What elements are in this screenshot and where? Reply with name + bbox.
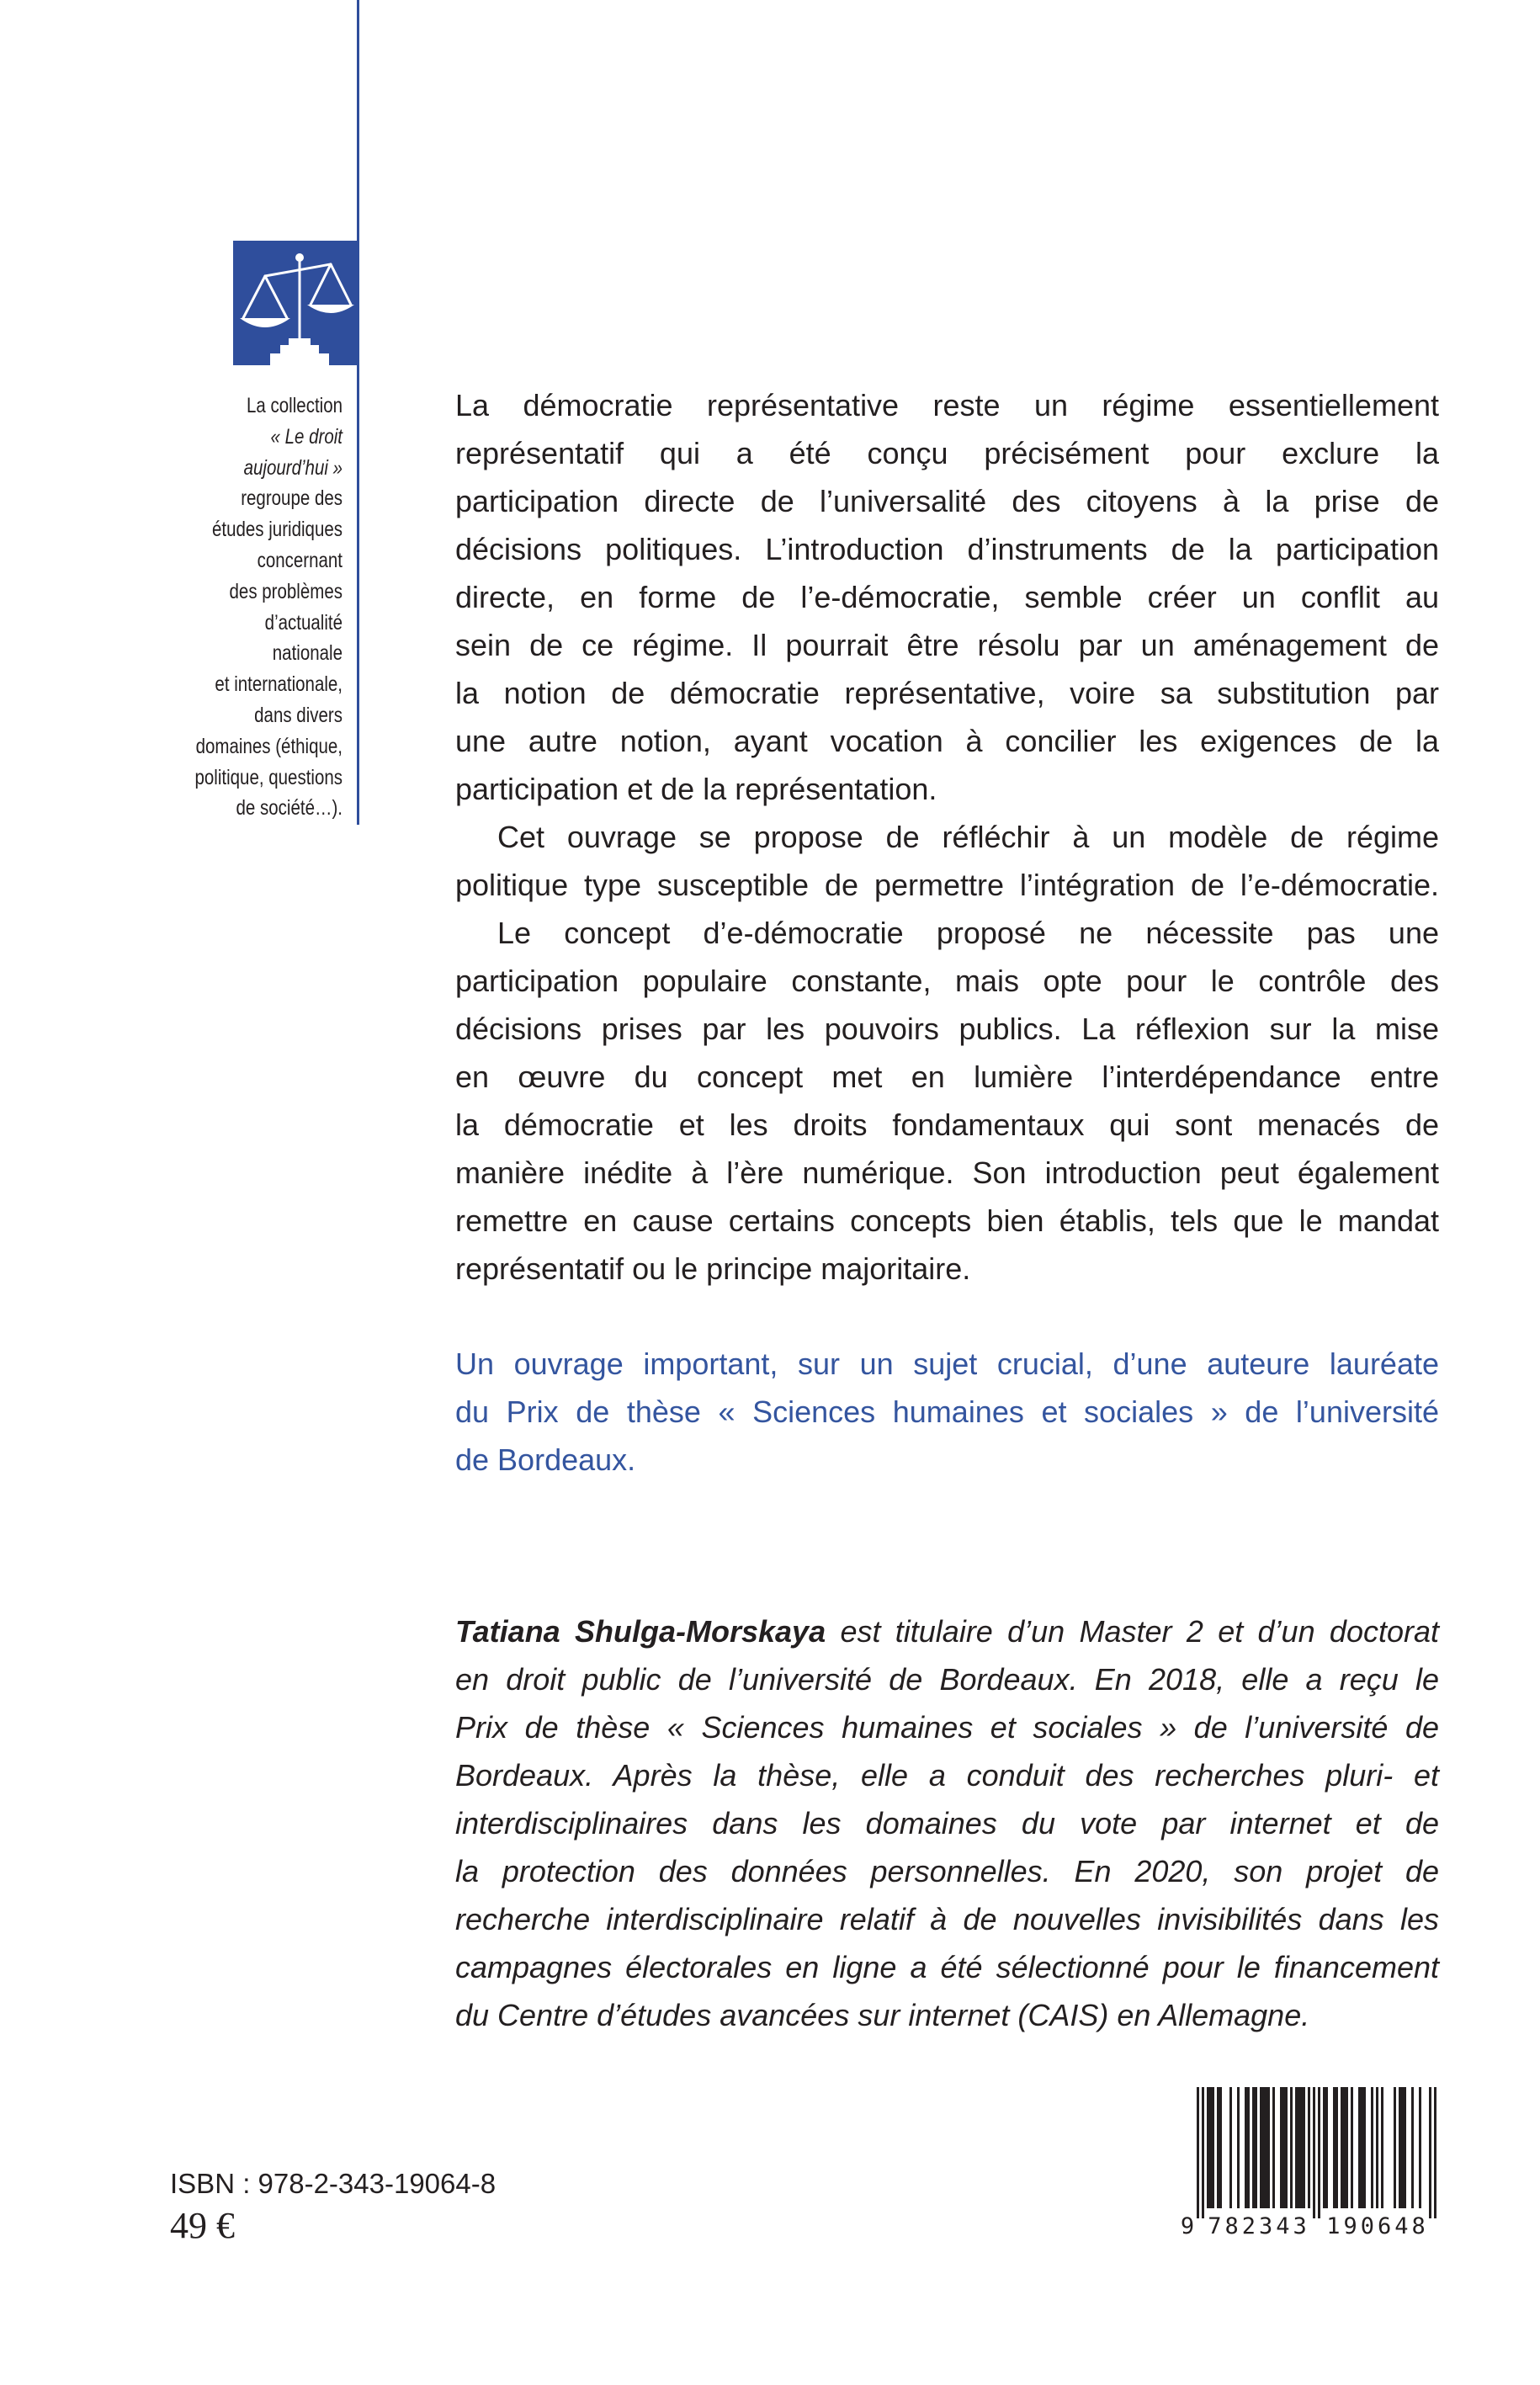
collection-note-line: La collection	[247, 394, 343, 417]
highlight-blurb	[455, 1340, 1439, 1484]
barcode-bar	[1394, 2087, 1396, 2208]
barcode-bar	[1371, 2087, 1373, 2208]
barcode-graphic	[1178, 2085, 1442, 2240]
barcode-bar	[1434, 2087, 1436, 2218]
description-line: Cet ouvrage se propose de réfléchir à un modèle de régime	[497, 820, 1439, 854]
barcode-bar	[1237, 2087, 1240, 2208]
scales-of-justice-icon	[233, 241, 358, 365]
barcode-bar	[1381, 2087, 1383, 2208]
collection-note-line: politique, questions	[194, 765, 343, 789]
description-paragraph	[455, 381, 1439, 813]
author-bio	[455, 1607, 1439, 2039]
description-line: remettre en cause certains concepts bien établis, tels que le mandat	[455, 1203, 1439, 1238]
barcode-bar	[1272, 2087, 1275, 2208]
barcode-bar	[1207, 2087, 1214, 2208]
description-line: participation et de la représentation.	[455, 772, 937, 806]
barcode-left-digits: 782343	[1208, 2213, 1310, 2239]
collection-note-line: des problèmes	[229, 579, 343, 603]
barcode-bars	[1197, 2087, 1436, 2218]
description	[455, 381, 1439, 1293]
description-line: participation directe de l’universalité des citoyens à la prise de	[455, 484, 1439, 518]
barcode-bar	[1341, 2087, 1348, 2208]
collection-note-line: « Le droit	[270, 424, 343, 449]
collection-note-line: nationale	[272, 641, 343, 666]
price: 49 €	[170, 2205, 235, 2246]
collection-note-line: études juridiques	[212, 518, 343, 542]
collection-logo	[233, 241, 358, 365]
barcode-bar	[1429, 2087, 1431, 2218]
collection-note-line: aujourd’hui »	[243, 455, 343, 480]
collection-note-line: dans divers	[254, 703, 343, 727]
description-line: en œuvre du concept met en lumière l’interdépendance entre	[455, 1060, 1439, 1094]
description-line: participation populaire constante, mais opte pour le contrôle des	[455, 964, 1439, 998]
bio-line: Bordeaux. Après la thèse, elle a conduit des recherches pluri- et	[455, 1758, 1439, 1793]
blurb-line: de Bordeaux.	[455, 1442, 636, 1477]
barcode-bar	[1308, 2087, 1310, 2208]
description-line: représentatif ou le principe majoritaire.	[455, 1251, 971, 1286]
isbn-number: ISBN : 978-2-343-19064-8	[170, 2168, 497, 2199]
collection-note-line: regroupe des	[241, 486, 343, 511]
blurb-line: Un ouvrage important, sur un sujet crucial, d’une auteure lauréate	[455, 1347, 1439, 1381]
barcode-bar	[1323, 2087, 1328, 2208]
barcode-bar	[1333, 2087, 1338, 2208]
description-line: directe, en forme de l’e-démocratie, semble créer un conflit au	[455, 580, 1439, 614]
bio-line	[455, 1607, 1439, 1655]
barcode-bar	[1351, 2087, 1353, 2208]
description-paragraph	[455, 909, 1439, 1293]
bio-line: du Centre d’études avancées sur internet (CAIS) en Allemagne.	[455, 1998, 1310, 2032]
bio-line: Prix de thèse « Sciences humaines et sociales » de l’université de	[455, 1710, 1439, 1745]
description-line: décisions prises par les pouvoirs publics. La réflexion sur la mise	[455, 1012, 1439, 1046]
barcode-bar	[1260, 2087, 1270, 2208]
description-paragraph	[455, 813, 1439, 909]
barcode-bar	[1295, 2087, 1305, 2208]
barcode-bar	[1358, 2087, 1366, 2208]
barcode-bar	[1280, 2087, 1288, 2208]
description-line: Le concept d’e-démocratie proposé ne nécessite pas une	[497, 916, 1439, 950]
collection-note-line: domaines (éthique,	[195, 734, 343, 758]
barcode-bar	[1197, 2087, 1199, 2218]
blurb-line: du Prix de thèse « Sciences humaines et sociales » de l’université	[455, 1394, 1439, 1429]
description-line: politique type susceptible de permettre l’intégration de l’e-démocratie.	[455, 868, 1439, 902]
bio-line: en droit public de l’université de Bordeaux. En 2018, elle a reçu le	[455, 1662, 1439, 1697]
barcode-lead-digit: 9	[1180, 2213, 1195, 2239]
barcode-bar	[1399, 2087, 1406, 2208]
barcode-bar	[1411, 2087, 1414, 2208]
description-line: la démocratie et les droits fondamentaux qui sont menacés de	[455, 1108, 1439, 1142]
barcode-bar	[1202, 2087, 1204, 2218]
collection-note-line: et internationale,	[215, 672, 343, 697]
ean13-barcode	[1178, 2085, 1442, 2240]
description-line: La démocratie représentative reste un régime essentiellement	[455, 388, 1439, 422]
barcode-bar	[1318, 2087, 1320, 2218]
description-line: manière inédite à l’ère numérique. Son introduction peut également	[455, 1155, 1439, 1190]
barcode-bar	[1252, 2087, 1257, 2208]
barcode-bar	[1313, 2087, 1315, 2218]
description-line: sein de ce régime. Il pourrait être résolu par un aménagement de	[455, 628, 1439, 662]
barcode-right-digits: 190648	[1326, 2213, 1429, 2239]
bio-line: recherche interdisciplinaire relatif à de nouvelles invisibilités dans les	[455, 1902, 1439, 1936]
author-name: Tatiana Shulga-Morskaya	[455, 1614, 826, 1649]
collection-note-line: de société…).	[236, 796, 343, 821]
bio-line-text: est titulaire d’un Master 2 et d’un doctorat	[840, 1614, 1439, 1649]
barcode-bar	[1229, 2087, 1232, 2208]
barcode-bar	[1376, 2087, 1378, 2208]
vertical-rule	[357, 0, 359, 825]
barcode-bar	[1217, 2087, 1222, 2208]
collection-note-line: concernant	[257, 548, 343, 572]
description-line: une autre notion, ayant vocation à concilier les exigences de la	[455, 724, 1439, 758]
barcode-bar	[1419, 2087, 1421, 2208]
barcode-bar	[1245, 2087, 1250, 2208]
barcode-bar	[1290, 2087, 1293, 2208]
bio-line: la protection des données personnelles. En 2020, son projet de	[455, 1854, 1439, 1888]
collection-note-line: d’actualité	[264, 610, 343, 635]
description-line: décisions politiques. L’introduction d’instruments de la participation	[455, 532, 1439, 566]
bio-line: campagnes électorales en ligne a été sélectionné pour le financement	[455, 1950, 1439, 1984]
description-line: représentatif qui a été conçu précisément pour exclure la	[455, 436, 1439, 470]
collection-note	[94, 390, 343, 824]
description-line: la notion de démocratie représentative, voire sa substitution par	[455, 676, 1439, 710]
bio-line: interdisciplinaires dans les domaines du vote par internet et de	[455, 1806, 1439, 1841]
